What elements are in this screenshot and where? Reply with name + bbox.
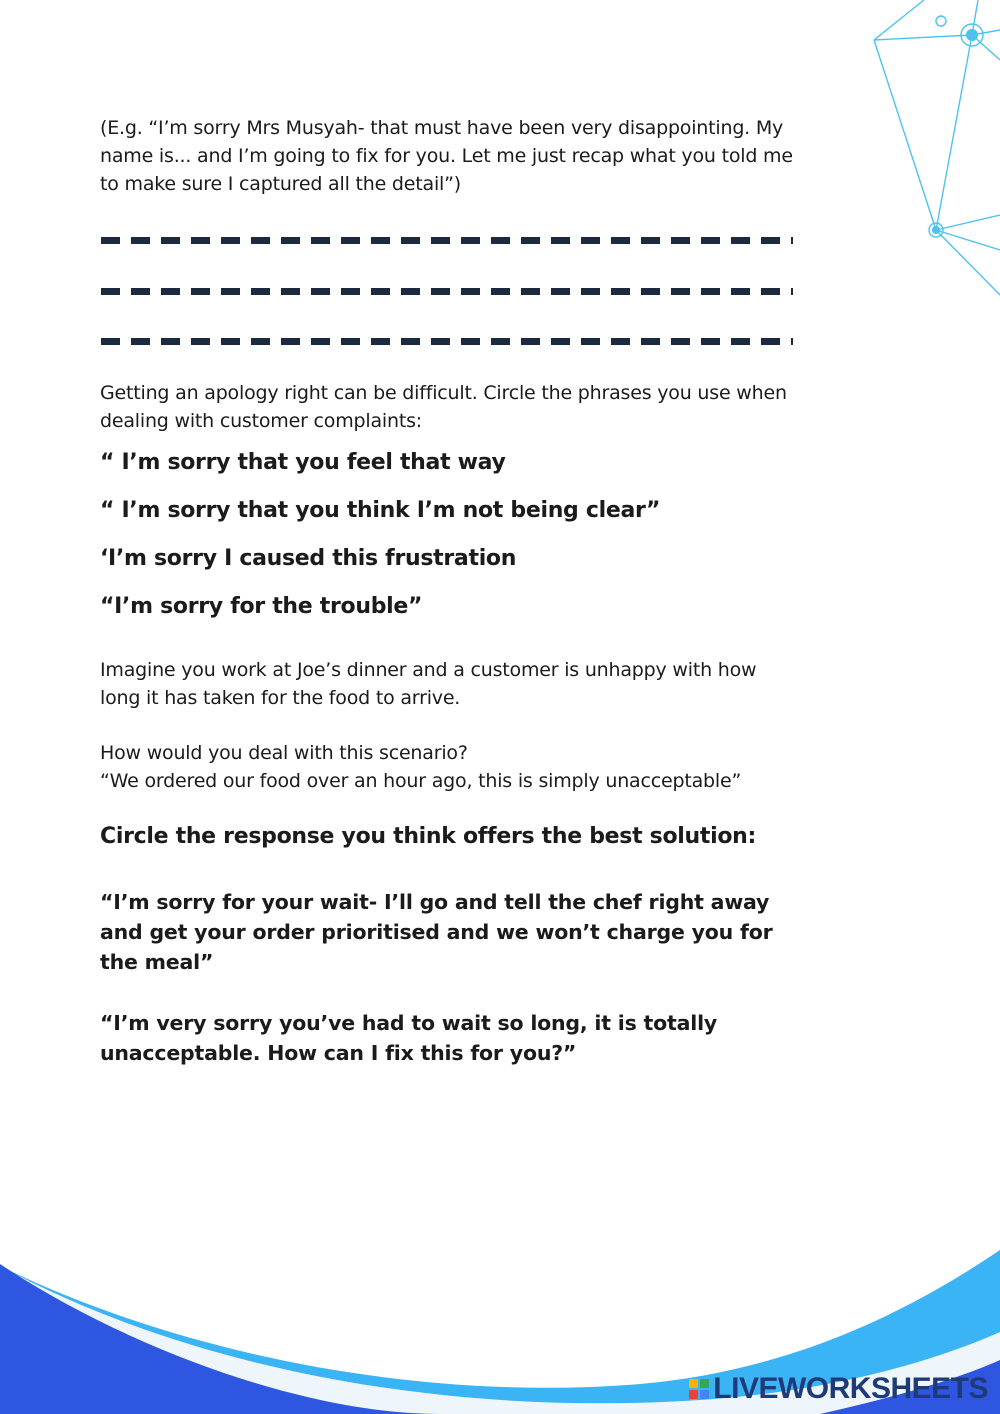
answer-line-2[interactable]	[101, 288, 793, 295]
network-decoration	[860, 0, 1000, 300]
liveworksheets-logo	[689, 1372, 988, 1406]
apology-prompt: Getting an apology right can be difficult. Circle the phrases you use when dealing with customer complaints:	[100, 382, 787, 432]
scenario-text: Imagine you work at Joe’s dinner and a customer is unhappy with how long it has taken for the food to arrive.	[100, 659, 757, 709]
response-option-2[interactable]: “I’m very sorry you’ve had to wait so long, it is totally unacceptable. How can I fix this for you?”	[100, 1011, 718, 1065]
scenario-question: How would you deal with this scenario?	[100, 742, 468, 764]
logo-mark-icon	[689, 1379, 709, 1399]
circle-heading: Circle the response you think offers the best solution:	[100, 824, 756, 849]
response-option-1[interactable]: “I’m sorry for your wait- I’ll go and tell the chef right away and get your order prioritised and we won’t charge you for the meal”	[100, 890, 773, 974]
customer-quote: “We ordered our food over an hour ago, this is simply unacceptable”	[100, 770, 742, 792]
answer-line-3[interactable]	[101, 338, 793, 345]
answer-line-1[interactable]	[101, 237, 793, 244]
logo-text: LIVEWORKSHEETS	[713, 1372, 988, 1405]
intro-example: (E.g. “I’m sorry Mrs Musyah- that must have been very disappointing. My name is... and I’m going to fix for you. Let me just recap what you told me to make sure I captured all the detail”)	[100, 117, 793, 195]
phrase-option-1[interactable]: “ I’m sorry that you feel that way	[100, 450, 506, 475]
phrase-option-4[interactable]: “I’m sorry for the trouble”	[100, 594, 423, 619]
phrase-option-2[interactable]: “ I’m sorry that you think I’m not being clear”	[100, 498, 661, 523]
phrase-option-3[interactable]: ‘I’m sorry I caused this frustration	[100, 546, 517, 571]
